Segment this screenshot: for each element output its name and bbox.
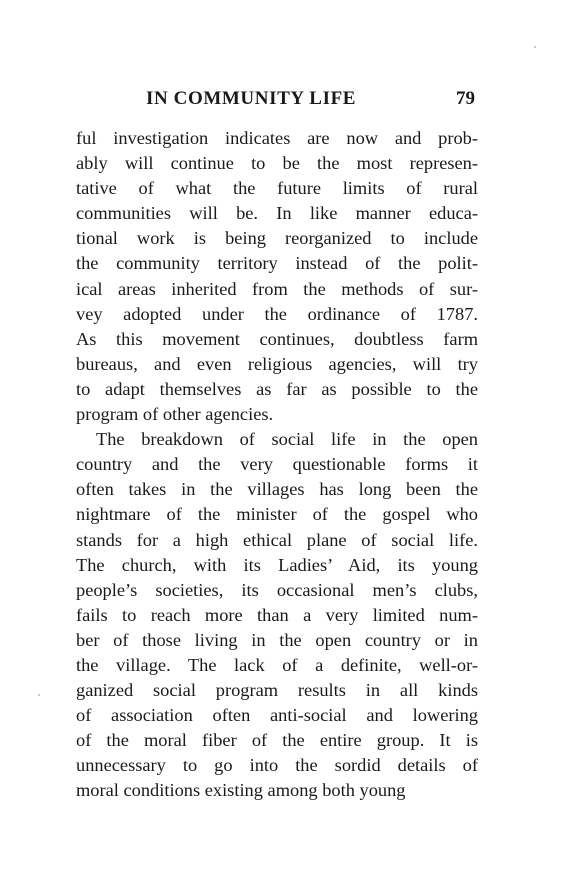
text-line: often takes in the villages has long been the [76, 479, 478, 500]
text-line: fails to reach more than a very limited num- [76, 604, 478, 625]
text-line: ful investigation indicates are now and prob- [76, 128, 478, 148]
text-line: communities will be. In like manner educa- [76, 203, 478, 224]
text-line: tional work is being reorganized to include [76, 228, 478, 249]
text-line: moral conditions existing among both young [76, 780, 406, 801]
running-head [130, 88, 475, 110]
text-line: vey adopted under the ordinance of 1787. [76, 303, 478, 324]
text-line: ably will continue to be the most represen- [76, 153, 478, 174]
scan-speck [38, 694, 40, 696]
text-line: nightmare of the minister of the gospel who [76, 504, 478, 525]
text-line: the village. The lack of a definite, well-or- [76, 654, 478, 675]
page-number: 79 [456, 88, 475, 109]
text-line: As this movement continues, doubtless farm [76, 328, 478, 349]
text-line: the community territory instead of the polit- [76, 253, 478, 274]
body-text [76, 126, 478, 804]
text-line: of association often anti-social and lowering [76, 705, 478, 726]
paragraph-end-line: program of other agencies. [76, 404, 274, 425]
text-line: The church, with its Ladies’ Aid, its young [76, 554, 478, 575]
text-line: stands for a high ethical plane of social life. [76, 529, 478, 550]
text-line: unnecessary to go into the sordid details of [76, 755, 478, 776]
paragraph-start-line: The breakdown of social life in the open [96, 429, 478, 450]
text-line: tative of what the future limits of rural [76, 178, 478, 199]
text-line: ganized social program results in all kinds [76, 680, 478, 701]
text-line: of the moral fiber of the entire group. It is [76, 730, 478, 751]
text-line: ical areas inherited from the methods of sur- [76, 278, 478, 299]
scan-speck [534, 46, 536, 48]
running-title: IN COMMUNITY LIFE [146, 88, 357, 109]
text-line: country and the very questionable forms it [76, 454, 478, 475]
text-line: to adapt themselves as far as possible to the [76, 378, 478, 399]
text-line: ber of those living in the open country or in [76, 629, 478, 650]
text-line: bureaus, and even religious agencies, will try [76, 353, 478, 374]
text-line: people’s societies, its occasional men’s clubs, [76, 579, 478, 600]
